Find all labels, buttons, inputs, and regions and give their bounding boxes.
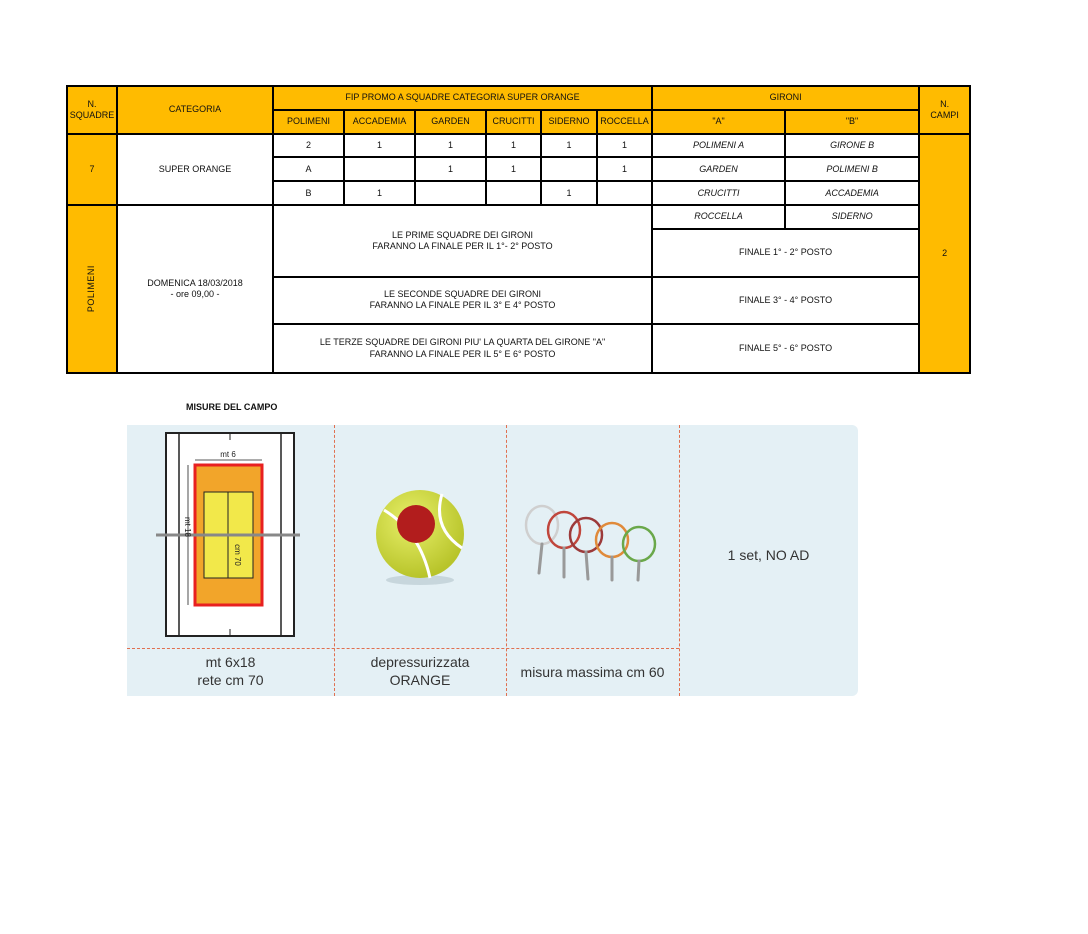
girone-a-team: GARDEN <box>652 157 785 181</box>
table-cell: 1 <box>597 134 652 158</box>
girone-b-team: GIRONE B <box>785 134 919 158</box>
date-line: DOMENICA 18/03/2018 <box>147 277 243 288</box>
divider <box>506 425 507 696</box>
table-cell: 1 <box>541 181 597 205</box>
header-club: ACCADEMIA <box>344 110 415 134</box>
date-cell <box>117 205 273 373</box>
header-categoria: CATEGORIA <box>117 86 273 134</box>
header-girone-a: "A" <box>652 110 785 134</box>
table-cell: 1 <box>344 181 415 205</box>
divider <box>127 648 679 649</box>
court-length-label: mt 18 <box>183 516 192 538</box>
table-cell: 1 <box>597 157 652 181</box>
ball-caption: depressurizzata ORANGE <box>370 654 470 688</box>
final-description: LE TERZE SQUADRE DEI GIRONI PIU' LA QUARTA DEL GIRONE "A" FARANNO LA FINALE PER IL 5° E 6° POSTO <box>273 324 652 373</box>
final-label: FINALE 3° - 4° POSTO <box>652 277 919 325</box>
table-cell: 1 <box>415 157 486 181</box>
tournament-table-wrapper <box>66 85 969 374</box>
location-label: POLIMENI <box>86 265 97 313</box>
table-cell: A <box>273 157 344 181</box>
n-squadre-value: 7 <box>67 134 117 205</box>
final-label: FINALE 5° - 6° POSTO <box>652 324 919 373</box>
final-description: LE PRIME SQUADRE DEI GIRONI FARANNO LA FINALE PER IL 1°- 2° POSTO <box>273 205 652 276</box>
court-width-label: mt 6 <box>220 450 236 459</box>
field-measures-panel <box>127 425 858 696</box>
header-club: ROCCELLA <box>597 110 652 134</box>
time-line: - ore 09,00 - <box>170 289 220 300</box>
table-cell: 1 <box>541 134 597 158</box>
match-format: 1 set, NO AD <box>727 547 810 563</box>
header-fip-title: FIP PROMO A SQUADRE CATEGORIA SUPER ORANGE <box>273 86 652 110</box>
girone-a-team: ROCCELLA <box>652 205 785 229</box>
court-diagram <box>152 431 312 641</box>
table-cell <box>486 181 541 205</box>
header-n-squadre: N. SQUADRE <box>67 86 117 134</box>
table-cell <box>344 157 415 181</box>
header-girone-b: "B" <box>785 110 919 134</box>
table-cell: 1 <box>486 134 541 158</box>
final-label: FINALE 1° - 2° POSTO <box>652 229 919 277</box>
table-cell: B <box>273 181 344 205</box>
girone-a-team: POLIMENI A <box>652 134 785 158</box>
header-gironi: GIRONI <box>652 86 919 110</box>
net-height-label: cm 70 <box>233 544 242 566</box>
table-cell: 1 <box>486 157 541 181</box>
tournament-table <box>66 85 971 374</box>
racket-caption: misura massima cm 60 <box>520 664 665 680</box>
table-cell: 1 <box>415 134 486 158</box>
n-campi-value: 2 <box>919 134 970 373</box>
table-cell: 1 <box>344 134 415 158</box>
header-club: SIDERNO <box>541 110 597 134</box>
girone-b-team: SIDERNO <box>785 205 919 229</box>
header-club: CRUCITTI <box>486 110 541 134</box>
final-description: LE SECONDE SQUADRE DEI GIRONI FARANNO LA FINALE PER IL 3° E 4° POSTO <box>273 277 652 325</box>
table-cell <box>415 181 486 205</box>
ball-icon <box>370 488 470 588</box>
table-cell: 2 <box>273 134 344 158</box>
categoria-value: SUPER ORANGE <box>117 134 273 205</box>
header-n-campi: N. CAMPI <box>919 86 970 134</box>
table-cell <box>597 181 652 205</box>
girone-a-team: CRUCITTI <box>652 181 785 205</box>
girone-b-team: POLIMENI B <box>785 157 919 181</box>
court-caption: mt 6x18 rete cm 70 <box>197 654 264 688</box>
table-cell <box>541 157 597 181</box>
rackets-icon <box>522 503 667 583</box>
header-club: POLIMENI <box>273 110 344 134</box>
header-club: GARDEN <box>415 110 486 134</box>
location-cell <box>67 205 117 373</box>
girone-b-team: ACCADEMIA <box>785 181 919 205</box>
misure-title: MISURE DEL CAMPO <box>186 402 278 412</box>
